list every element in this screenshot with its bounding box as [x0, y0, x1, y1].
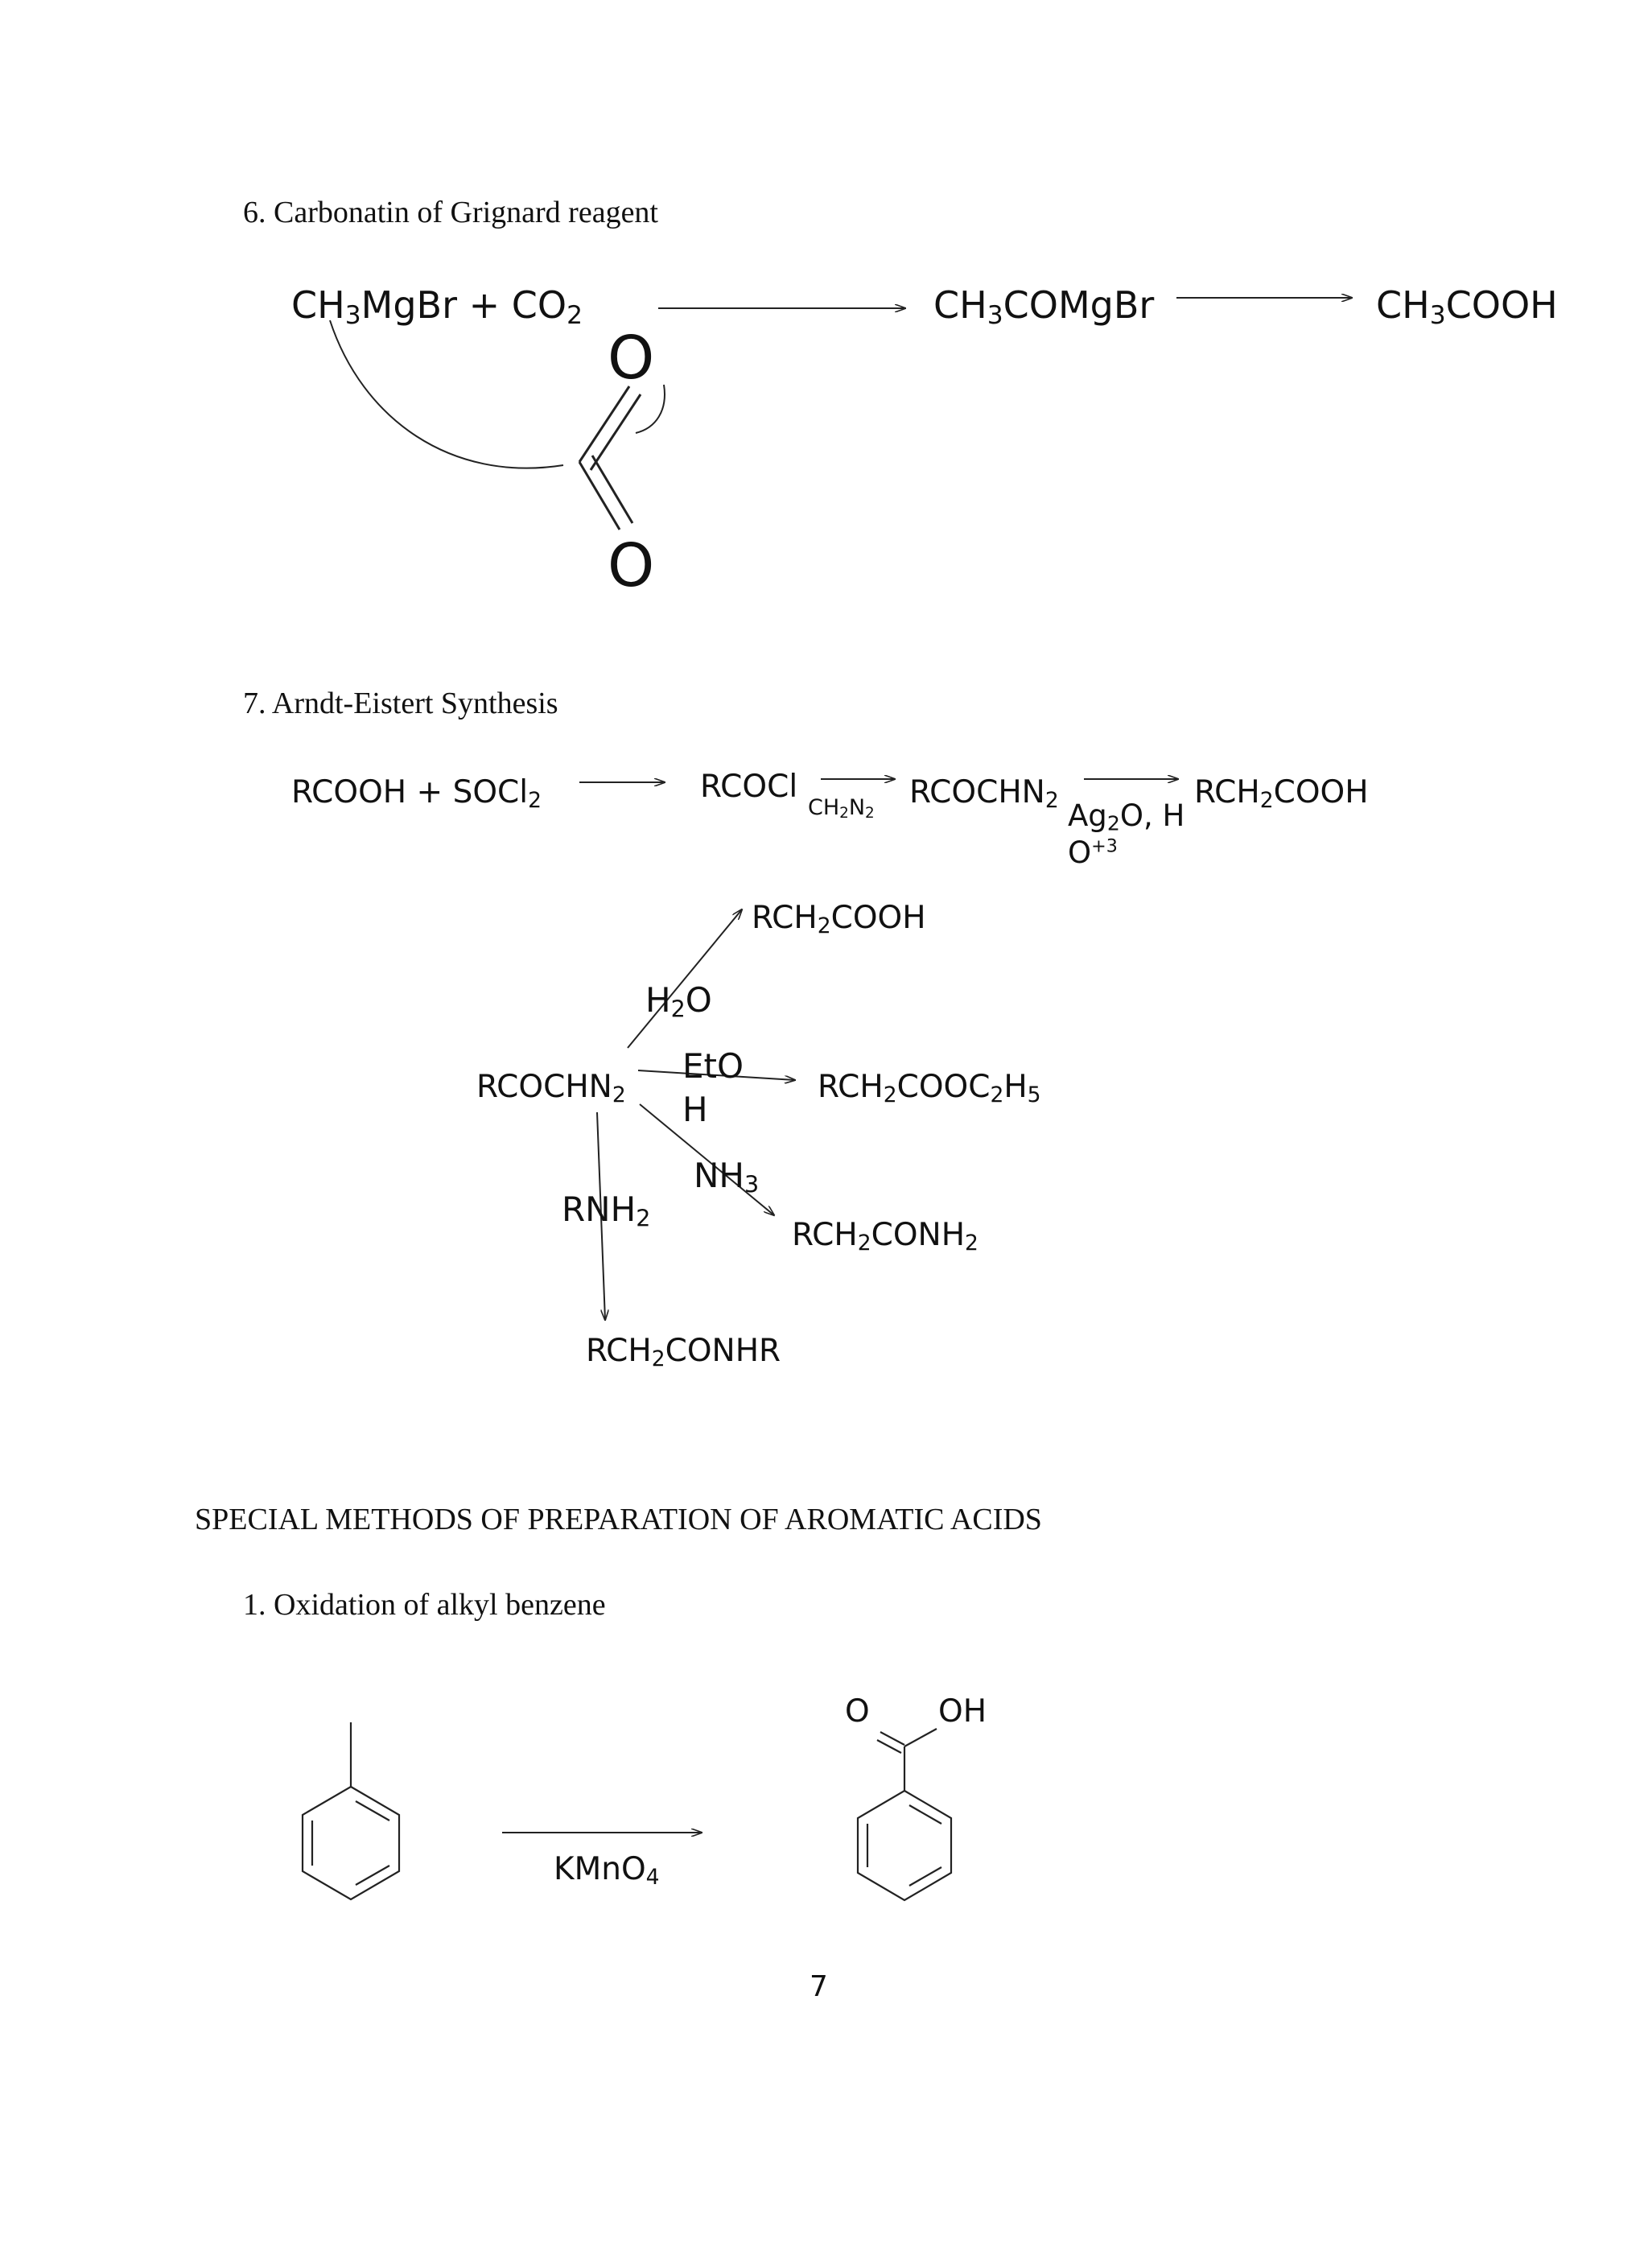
- reagent-h2o: $H_2O$: [645, 980, 712, 1023]
- product-rch2cooh: $RCH_2COOH$: [1194, 774, 1369, 813]
- branch-center-rcochn2: $RCOCHN_2$: [476, 1069, 626, 1107]
- intermediate-ch3comgbr: $CH_3COMgBr$: [933, 283, 1155, 330]
- branch-arrow: [628, 909, 742, 1048]
- benzoic-acid-structure: [858, 1729, 951, 1900]
- branch-product-amide: $RCH_2CONH_2$: [792, 1217, 978, 1256]
- reactant-rcooh-socl2: RCOOH + SOCl$_2$: [291, 774, 542, 813]
- acid-chloride-rcocl: RCOCl: [700, 769, 798, 805]
- reagent-rnh2: $RNH_2$: [562, 1190, 651, 1232]
- hydroxyl-label: OH: [938, 1693, 987, 1730]
- section-6-heading: 6. Carbonatin of Grignard reagent: [243, 196, 658, 229]
- co2-oxygen-top: O: [608, 324, 655, 393]
- co2-oxygen-bottom: O: [608, 531, 655, 600]
- carbonyl-oxygen-label: O: [845, 1693, 870, 1730]
- page-number: 7: [810, 1970, 828, 2003]
- condition-ag2o-h3o: $Ag_2O$, H: [1068, 798, 1185, 835]
- branch-product-ester: $RCH_2COOC_2H_5$: [818, 1069, 1041, 1107]
- curved-arrow: [330, 320, 563, 468]
- condition-ag2o-h3o-line2: $O^{+3}$: [1068, 835, 1118, 870]
- reagent-nh3: $NH_3$: [694, 1156, 760, 1198]
- condition-diazomethane: $CH_2N_2$: [808, 795, 875, 823]
- product-ch3cooh: $CH_3COOH$: [1376, 283, 1558, 330]
- special-methods-heading: SPECIAL METHODS OF PREPARATION OF AROMATIC ACIDS: [195, 1503, 1042, 1536]
- diazoketone-rcochn2: $RCOCHN_2$: [909, 774, 1059, 813]
- reagent-kmno4: KMnO$_4$: [554, 1851, 660, 1890]
- reagent-etoh: EtO: [682, 1046, 744, 1086]
- branch-product-rch2cooh: $RCH_2COOH$: [752, 900, 926, 938]
- toluene-structure: [303, 1722, 399, 1899]
- reactant-ch3mgbr-co2: $CH_3MgBr + CO_2$: [291, 283, 583, 330]
- section-7-heading: 7. Arndt-Eistert Synthesis: [243, 687, 558, 720]
- reagent-etoh-line2: H: [682, 1090, 708, 1129]
- branch-product-substituted-amide: $RCH_2CONHR$: [586, 1333, 781, 1371]
- oxidation-subheading: 1. Oxidation of alkyl benzene: [243, 1588, 606, 1622]
